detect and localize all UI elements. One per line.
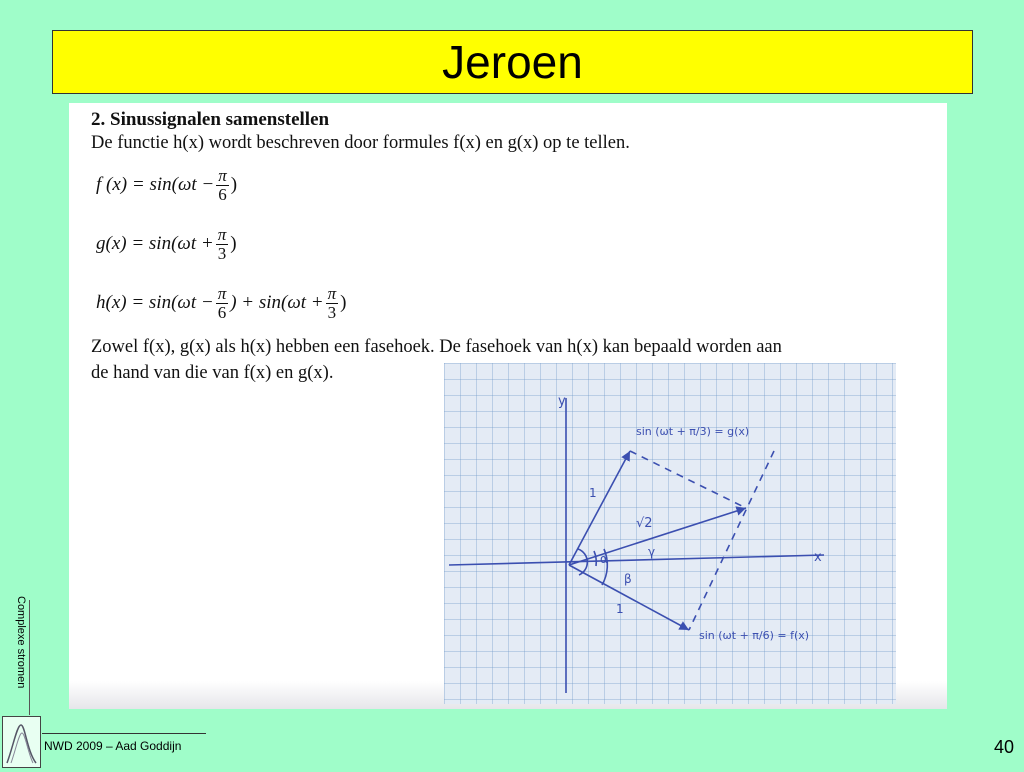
formula-f-den: 6 bbox=[218, 184, 227, 204]
formula-h-den-1: 6 bbox=[217, 302, 227, 322]
formula-f-close: ) bbox=[230, 174, 238, 196]
vector-sketch-photo bbox=[444, 363, 896, 704]
paragraph-line-2: de hand van die van f(x) en g(x). bbox=[91, 363, 334, 383]
formula-f-num: π bbox=[218, 166, 227, 185]
formula-f bbox=[96, 167, 237, 204]
upper-length-label: 1 bbox=[589, 486, 597, 500]
formula-h bbox=[96, 285, 347, 322]
formula-g-num: π bbox=[217, 225, 227, 244]
y-axis-label: y bbox=[558, 394, 566, 409]
x-axis-label: x bbox=[814, 550, 822, 565]
formula-h-fraction-1 bbox=[216, 285, 229, 322]
resultant-length-label: √2 bbox=[636, 516, 653, 531]
gamma-label: γ bbox=[648, 545, 656, 559]
vector-sketch bbox=[444, 363, 896, 704]
lower-length-label: 1 bbox=[616, 602, 624, 616]
formula-g-lhs: g(x) = sin(ωt + bbox=[96, 233, 214, 255]
formula-g bbox=[96, 226, 237, 263]
formula-h-num-1: π bbox=[217, 284, 227, 303]
side-divider bbox=[29, 600, 30, 715]
side-label: Complexe stromen bbox=[15, 596, 27, 689]
formula-g-den: 3 bbox=[217, 243, 227, 263]
formula-h-fraction-2 bbox=[326, 285, 339, 322]
formula-f-fraction bbox=[216, 167, 229, 204]
intro-text: De functie h(x) wordt beschreven door formules f(x) en g(x) op te tellen. bbox=[91, 133, 630, 153]
formula-f-lhs: f (x) = sin(ωt − bbox=[96, 174, 215, 196]
x-axis-line bbox=[449, 555, 824, 565]
formula-g-fraction bbox=[216, 226, 229, 263]
footer-text: NWD 2009 – Aad Goddijn bbox=[44, 739, 182, 753]
formula-h-mid: ) + sin(ωt + bbox=[230, 292, 324, 314]
beta-label: β bbox=[624, 572, 632, 586]
logo-icon bbox=[2, 716, 41, 768]
g-vector-label: sin (ωt + π/3) = g(x) bbox=[636, 425, 750, 438]
formula-h-lhs: h(x) = sin(ωt − bbox=[96, 292, 214, 314]
formula-h-close: ) bbox=[340, 292, 347, 314]
dashed-parallel-1 bbox=[630, 451, 746, 508]
paragraph-line-1: Zowel f(x), g(x) als h(x) hebben een fasehoek. De fasehoek van h(x) kan bepaald worden aan bbox=[91, 337, 782, 357]
f-vector-label: sin (ωt + π/6) = f(x) bbox=[699, 629, 810, 642]
section-heading: 2. Sinussignalen samenstellen bbox=[91, 109, 330, 130]
alpha-label: α bbox=[600, 552, 608, 566]
formula-g-close: ) bbox=[230, 233, 237, 255]
dashed-parallel-2 bbox=[689, 451, 774, 630]
footer-divider bbox=[42, 733, 206, 734]
page-number: 40 bbox=[993, 737, 1014, 757]
slide-title: Jeroen bbox=[52, 30, 973, 94]
formula-h-den-2: 3 bbox=[327, 302, 337, 322]
angle-arc-alpha bbox=[594, 551, 596, 566]
formula-h-num-2: π bbox=[327, 284, 337, 303]
